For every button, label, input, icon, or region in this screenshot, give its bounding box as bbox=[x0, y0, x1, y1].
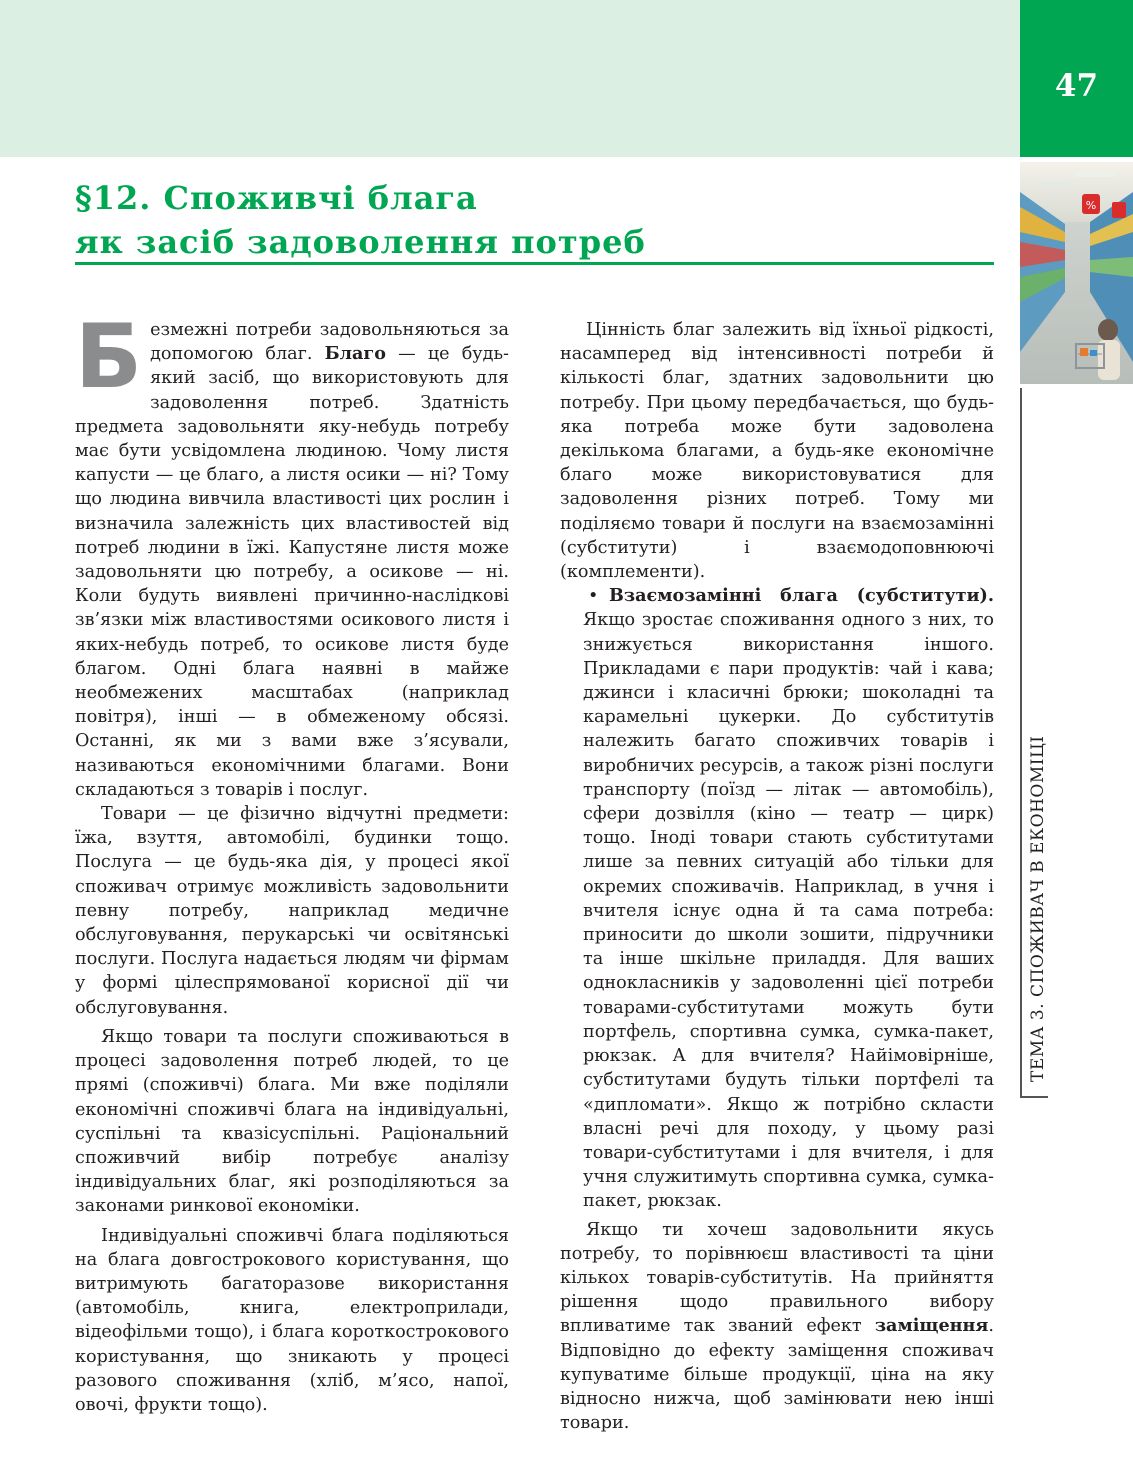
text-run: Якщо ти хочеш задовольнити якусь потребу, то порівнюєш властивості та ціни кількох товарів-субститутів. На прийняття рішення щодо правильного вибору впливатиме так званий ефект bbox=[560, 1219, 994, 1337]
paragraph: Індивідуальні споживчі блага поділяються на блага довгострокового користування, що витримують багаторазове використання (автомобіль, книга, електроприлади, відеофільми тощо), і блага короткострокового користування, що зникають у процесі разового споживання (хліб, м’ясо, напої, овочі, фрукти тощо). bbox=[75, 1225, 509, 1415]
svg-text:%: % bbox=[1085, 199, 1097, 212]
title-line-1: §12. Споживчі блага bbox=[75, 179, 478, 217]
chapter-label: ТЕМА 3. СПОЖИВАЧ В ЕКОНОМІЦІ bbox=[1028, 735, 1048, 1082]
paragraph: Якщо товари та послуги споживаються в процесі задоволення потреб людей, то це прямі (споживчі) блага. Ми вже поділяли економічні споживчі блага на індивідуальні, суспільні та квазісуспільні. Раціональний споживчий вибір потребує аналізу індивідуальних благ, які розподіляються за законами ринкової економіки. bbox=[75, 1026, 509, 1217]
side-divider bbox=[1020, 388, 1022, 1098]
term-bold: Взаємозамінні блага (субститути). bbox=[609, 585, 994, 607]
header-band bbox=[0, 0, 1020, 157]
paragraph bbox=[560, 1218, 994, 1436]
title-divider bbox=[75, 262, 994, 265]
term-bold: заміщення bbox=[874, 1315, 989, 1337]
term-bold: Благо bbox=[324, 343, 386, 365]
right-column bbox=[560, 318, 994, 1435]
page-number: 47 bbox=[1020, 0, 1133, 157]
paragraph: Товари — це фізично відчутні предмети: їжа, взуття, автомобілі, будинки тощо. Послуга — це будь-яка дія, у процесі якої споживач отримує можливість задовольнити певну потребу, наприклад медичне обслуговування, перукарські чи освітянські послуги. Послуга надається людям чи фірмам у формі цілеспрямованої корисної дії чи обслуговування. bbox=[75, 804, 509, 1018]
list-item bbox=[560, 584, 994, 1213]
text-run: — це будь-який засіб, що використовують для задоволення потреб. Здатність предмета задовольняти яку-небудь потребу має бути усвідомлена людиною. Чому листя капусти — це благо, а листя осики — ні? Тому що людина вивчила властивості цих рослин і визначила залежність цих властивостей від потреб людини в їжі. Капустяне листя може задовольняти цю потребу, а осикове — ні. Коли будуть виявлені причинно-наслідкові зв’язки між властивостями осикового листя і яких-небудь потреб, то осикове листя буде благом. Одні блага наявні в майже необмежених масштабах (наприклад повітря), інші — в обмеженому обсязі. Останні, як ми з вами вже з’ясували, називаються економічними благами. Вони складаються з товарів і послуг. bbox=[75, 344, 510, 800]
text-run: Якщо зростає споживання одного з них, то знижується використання іншого. Прикладами є пари продуктів: чай і кава; джинси і класичні брюки; шоколадні та карамельні цукерки. До субститутів належить багато споживчих товарів і виробничих ресурсів, а також різні послуги транспорту (поїзд — літак — автомобіль), сфери дозвілля (кіно — театр — цирк) тощо. Іноді товари стають субститутами лише за певних ситуацій або тільки для окремих споживачів. Наприклад, в учня і вчителя існує одна й та сама потреба: приносити до школи зошити, підручники та інше шкільне приладдя. Для ваших однокласників у задоволенні цієї потреби товарами-субститутами можуть бути портфель, спортивна сумка, сумка-пакет, рюкзак. А для вчителя? Найімовірніше, субститутами будуть тільки портфелі та «дипломати». Якщо ж потрібно скласти власні речі для походу, у цьому разі товари-субститутами і для вчителя, і для учня служитимуть спортивна сумка, сумка-пакет, рюкзак. bbox=[583, 610, 994, 1212]
drop-cap: Б bbox=[75, 305, 143, 408]
bullet-icon: • bbox=[588, 586, 599, 607]
title-line-2: як засіб задоволення потреб bbox=[75, 223, 646, 261]
page-title bbox=[75, 176, 995, 264]
supermarket-photo bbox=[1020, 162, 1133, 384]
text-run: езмежні потреби задовольняються за допомогою благ. bbox=[150, 320, 509, 365]
paragraph: Цінність благ залежить від їхньої рідкості, насамперед від інтенсивності потреби й кількості благ, здатних задовольнити цю потребу. При цьому передбачається, що будь-яка потреба може бути задоволена декількома благами, а будь-яке економічне благо може використовуватися для задоволення різних потреб. Тому ми поділяємо товари й послуги на взаємозамінні (субститути) і взаємодоповнюючі (комплементи). bbox=[560, 320, 994, 583]
left-column bbox=[75, 305, 510, 1417]
paragraph bbox=[75, 305, 510, 802]
text-run: . Відповідно до ефекту заміщення споживач купуватиме більше продукції, ціна на яку відносно нижча, щоб замінювати нею інші товари. bbox=[560, 1316, 994, 1434]
side-divider-tick bbox=[1020, 1096, 1048, 1098]
